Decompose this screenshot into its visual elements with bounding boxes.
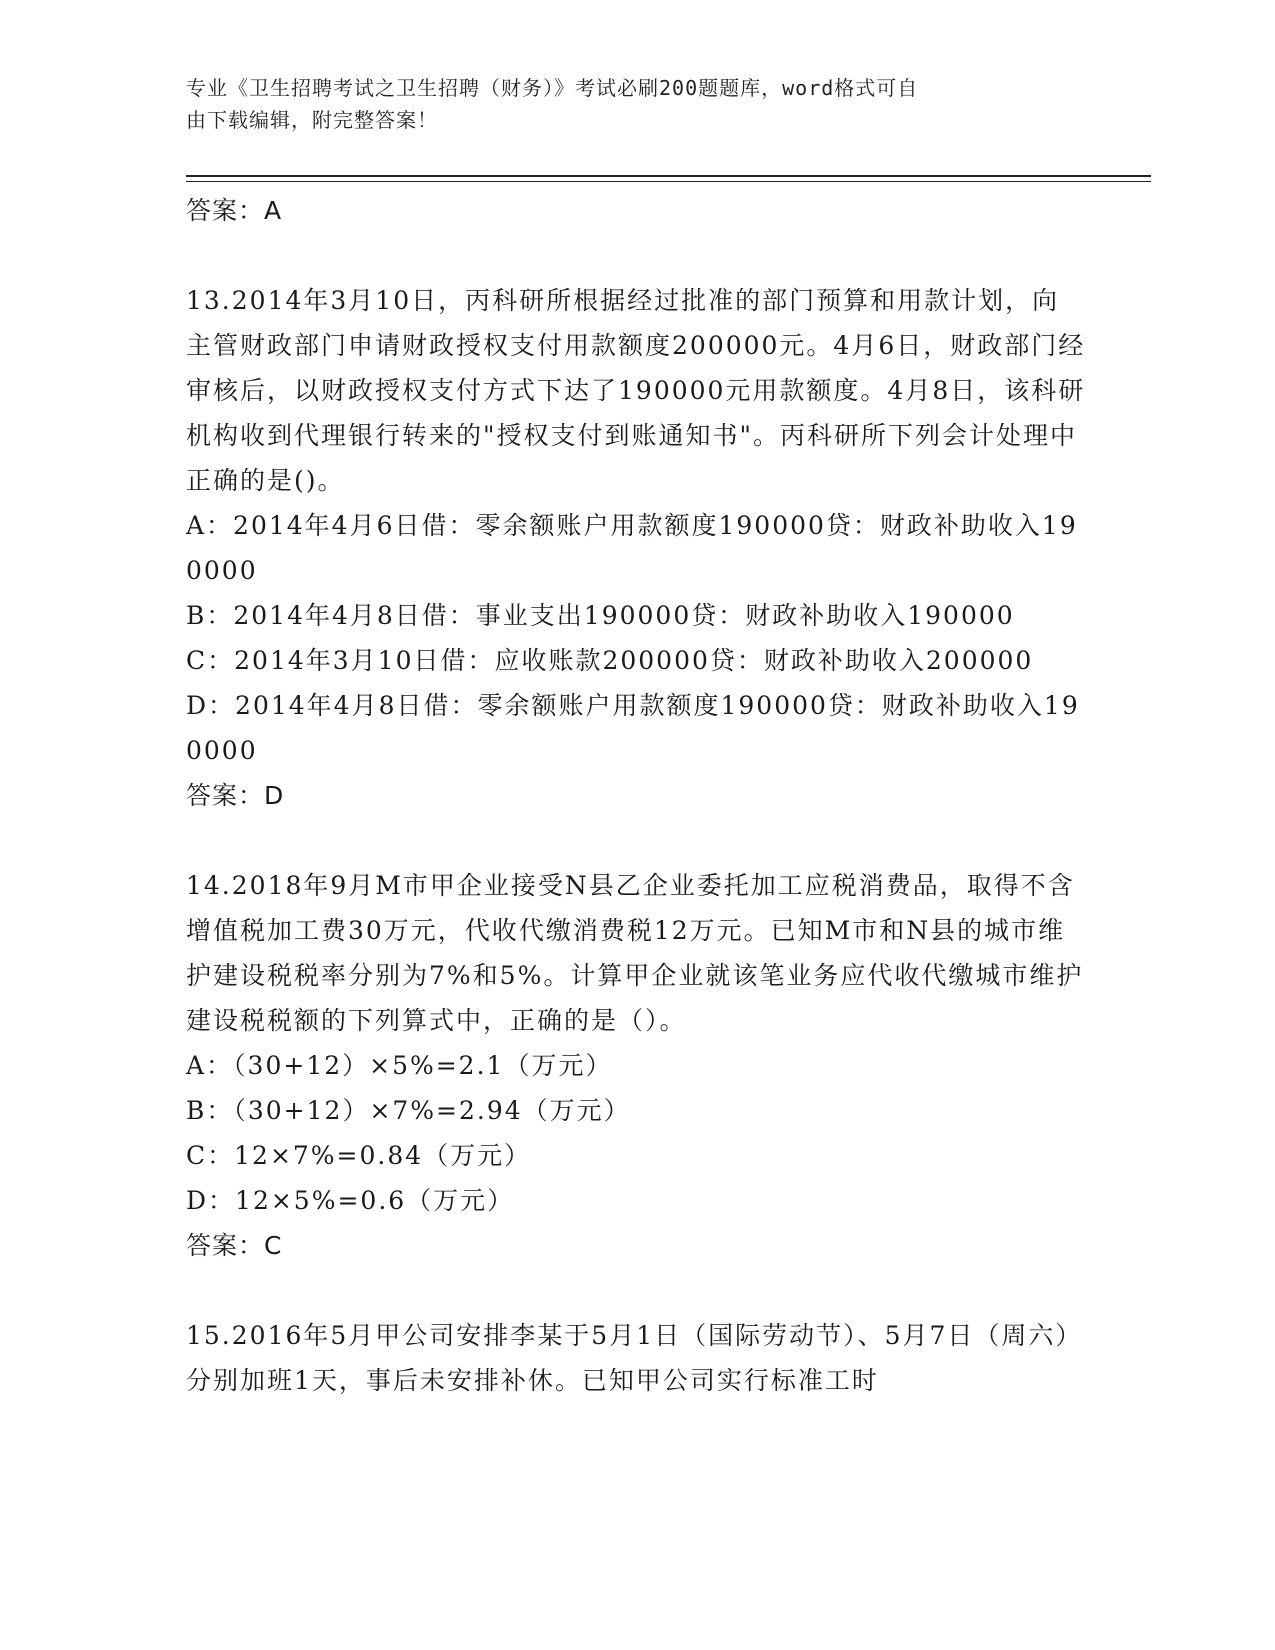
spacer <box>186 818 1086 863</box>
question-stem: 13.2014年3月10日，丙科研所根据经过批准的部门预算和用款计划，向主管财政部门申请财政授权支付用款额度200000元。4月6日，财政部门经审核后，以财政授权支付方式下达了190000元用款额度。4月8日，该科研机构收到代理银行转来的"授权支付到账通知书"。丙科研所下列会计处理中正确的是()。 <box>186 286 1086 495</box>
answer-value: D <box>264 781 285 810</box>
spacer <box>186 1268 1086 1313</box>
answer-label: 答案： <box>186 781 265 810</box>
answer-line <box>186 188 1086 233</box>
option-c: C：12×7%=0.84（万元） <box>186 1141 532 1170</box>
option-a: A：（30+12）×5%=2.1（万元） <box>186 1051 613 1080</box>
answer-label: 答案： <box>186 196 265 225</box>
question-15 <box>186 1313 1086 1403</box>
header-divider-thin <box>186 181 1151 182</box>
header-divider-thick <box>186 175 1151 177</box>
answer-label: 答案： <box>186 1231 265 1260</box>
header-title-line1: 专业《卫生招聘考试之卫生招聘（财务）》考试必刷200题题库，word格式可自 <box>186 76 919 100</box>
answer-line <box>186 1223 1086 1268</box>
answer-line <box>186 773 1086 818</box>
option-b: B：（30+12）×7%=2.94（万元） <box>186 1096 631 1125</box>
option-d: D：12×5%=0.6（万元） <box>186 1186 515 1215</box>
answer-value: C <box>264 1231 283 1260</box>
question-14 <box>186 863 1086 1268</box>
page-header <box>186 72 1086 136</box>
option-c: C：2014年3月10日借：应收账款200000贷：财政补助收入200000 <box>186 646 1034 675</box>
document-body <box>186 188 1086 1403</box>
question-stem: 15.2016年5月甲公司安排李某于5月1日（国际劳动节）、5月7日（周六）分别加班1天，事后未安排补休。已知甲公司实行标准工时 <box>186 1321 1083 1395</box>
option-d: D：2014年4月8日借：零余额账户用款额度190000贷：财政补助收入190000 <box>186 691 1080 765</box>
question-stem: 14.2018年9月M市甲企业接受N县乙企业委托加工应税消费品，取得不含增值税加工费30万元，代收代缴消费税12万元。已知M市和N县的城市维护建设税税率分别为7%和5%。计算甲企业就该笔业务应代收代缴城市维护建设税税额的下列算式中，正确的是（）。 <box>186 871 1084 1035</box>
question-13 <box>186 278 1086 818</box>
header-title-line2: 由下载编辑，附完整答案！ <box>186 108 438 132</box>
answer-value: A <box>264 196 283 225</box>
spacer <box>186 233 1086 278</box>
option-a: A：2014年4月6日借：零余额账户用款额度190000贷：财政补助收入190000 <box>186 511 1078 585</box>
option-b: B：2014年4月8日借：事业支出190000贷：财政补助收入190000 <box>186 601 1015 630</box>
